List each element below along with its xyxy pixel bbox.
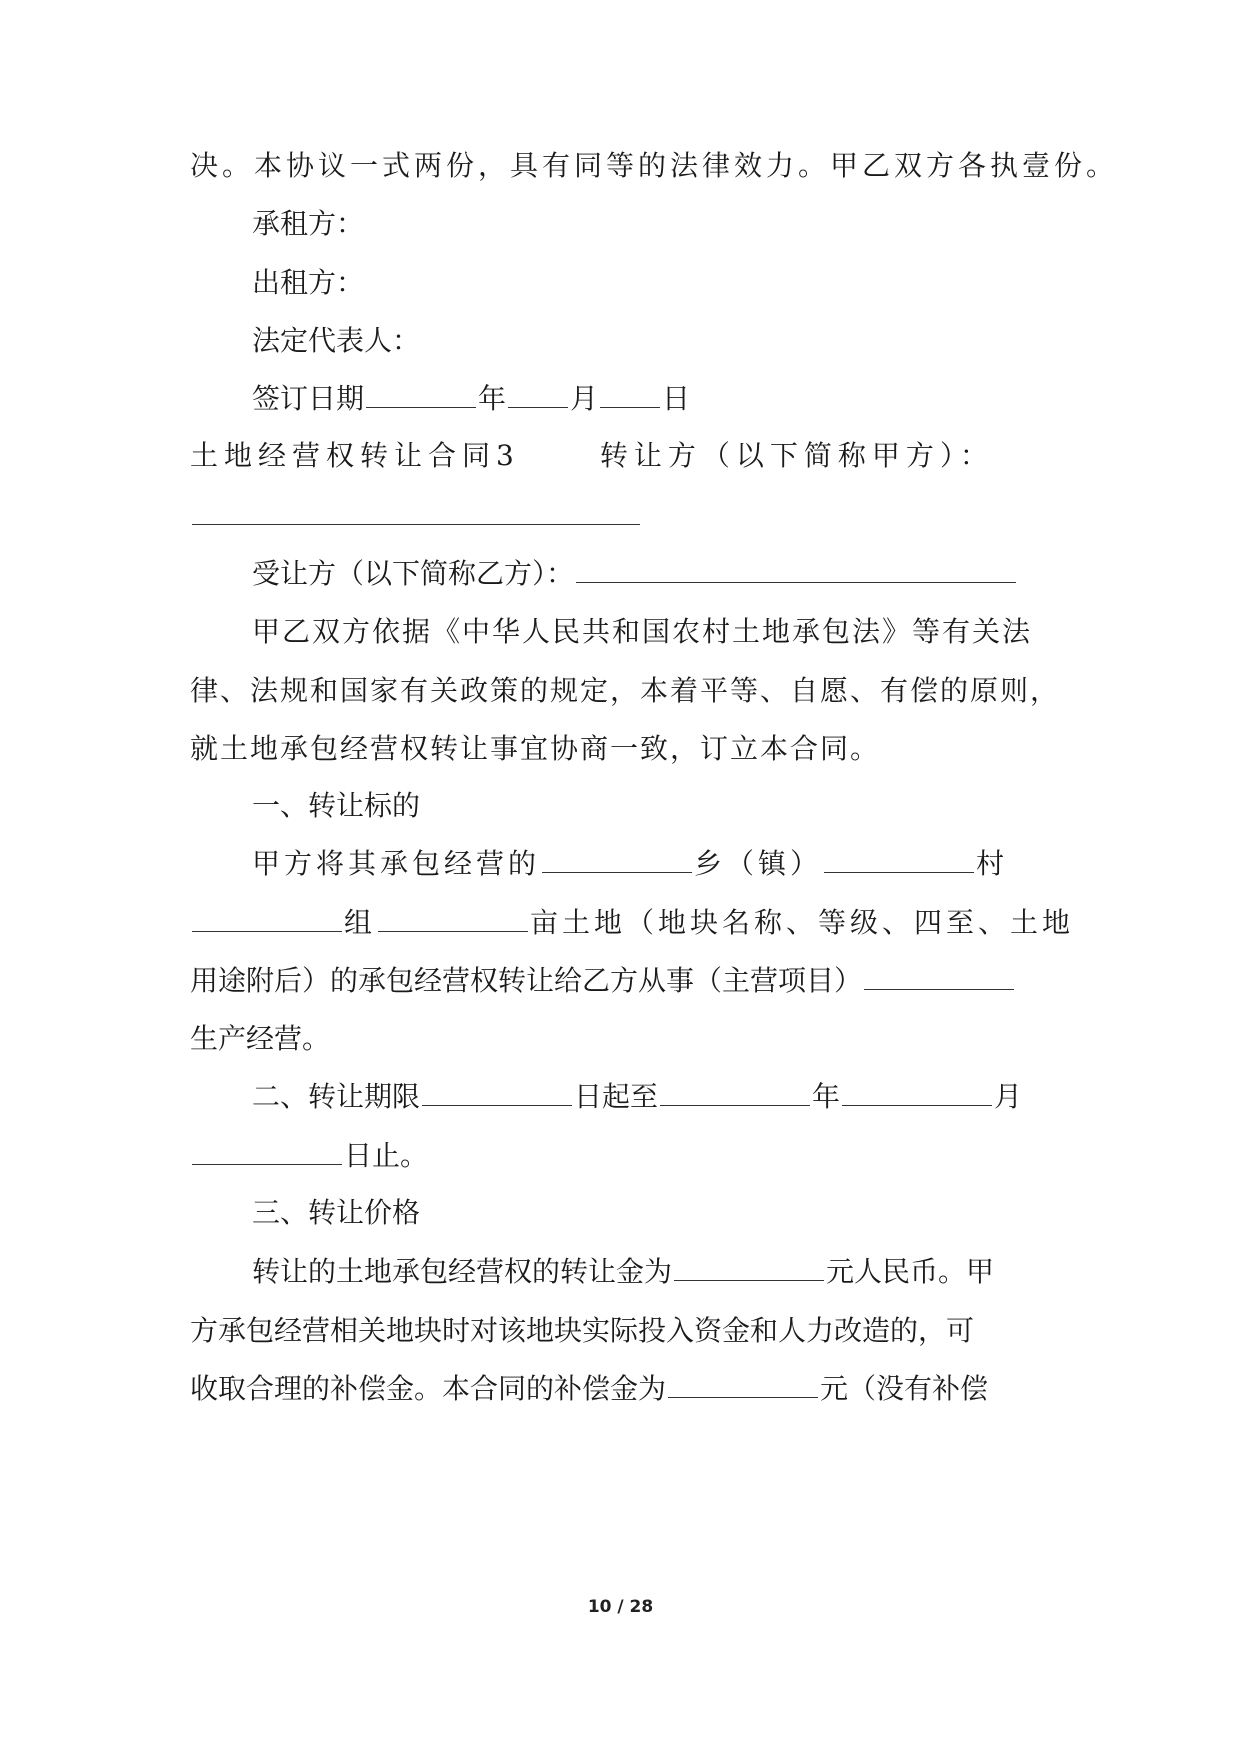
- transferee-line: [252, 554, 1018, 594]
- text-span: 甲方将其承包经营的: [252, 847, 541, 880]
- page-number: 10 / 28: [587, 1597, 654, 1617]
- subject-line-1: [252, 844, 1008, 884]
- blank-field: [542, 846, 692, 873]
- blank-field: [668, 1371, 818, 1398]
- text-span: 元人民币。甲: [826, 1255, 995, 1288]
- blank-field: [366, 381, 476, 408]
- blank-field: [660, 1079, 810, 1106]
- text-span: 亩土地（地块名称、等级、四至、土地: [530, 906, 1075, 939]
- blank-field: [508, 381, 568, 408]
- text-line: 方承包经营相关地块时对该地块实际投入资金和人力改造的，可: [190, 1314, 975, 1347]
- text-line: 决。本协议一式两份，具有同等的法律效力。甲乙双方各执壹份。: [190, 149, 1119, 182]
- subject-line-4: 生产经营。: [190, 1022, 331, 1055]
- text-span: 用途附后）的承包经营权转让给乙方从事（主营项目）: [190, 964, 863, 997]
- transferor-label: 转让方（以下简称甲方）：: [599, 439, 994, 472]
- contract-title: 土地经营权转让合同3: [190, 439, 520, 472]
- blank-field: [422, 1079, 572, 1106]
- blank-field: [864, 963, 1014, 990]
- term-line-1: [252, 1077, 1022, 1117]
- blank-field: [192, 498, 640, 525]
- text-span: 乡（镇）: [694, 847, 823, 880]
- text-span: 组: [344, 906, 377, 939]
- price-line-3: [190, 1369, 988, 1409]
- text-span: 月: [994, 1080, 1023, 1113]
- blank-field: [674, 1254, 824, 1281]
- sign-date-year: 年: [478, 382, 507, 415]
- lessor-label: 出租方：: [252, 266, 365, 299]
- price-line-1: [252, 1252, 994, 1292]
- subject-line-2: [190, 903, 1074, 943]
- blank-field: [600, 381, 660, 408]
- text-line: 甲乙双方依据《中华人民共和国农村土地承包法》等有关法: [252, 615, 1033, 648]
- sign-date-day: 日: [662, 382, 691, 415]
- transferor-blank-line: [190, 496, 642, 536]
- blank-field: [192, 1138, 342, 1165]
- text-span: 村: [976, 847, 1009, 880]
- transferee-label: 受让方（以下简称乙方）：: [252, 557, 575, 590]
- subject-line-3: [190, 961, 1016, 1001]
- blank-field: [824, 846, 974, 873]
- text-span: 年: [812, 1080, 841, 1113]
- text-line: 律、法规和国家有关政策的规定，本着平等、自愿、有偿的原则，: [190, 674, 1061, 707]
- sign-date-label: 签订日期: [252, 382, 365, 415]
- sign-date-month: 月: [570, 382, 599, 415]
- text-span: 收取合理的补偿金。本合同的补偿金为: [190, 1372, 667, 1405]
- section-heading: 三、转让价格: [252, 1196, 421, 1229]
- legal-rep-label: 法定代表人：: [252, 324, 421, 357]
- blank-field: [842, 1079, 992, 1106]
- text-span: 日止。: [344, 1139, 429, 1172]
- contract3-heading-line: [190, 436, 994, 476]
- text-span: 转让的土地承包经营权的转让金为: [252, 1255, 673, 1288]
- term-line-2: [190, 1136, 428, 1176]
- text-span: 元（没有补偿: [820, 1372, 989, 1405]
- blank-field: [192, 905, 342, 932]
- blank-field: [378, 905, 528, 932]
- section-heading: 一、转让标的: [252, 789, 421, 822]
- lessee-label: 承租方：: [252, 207, 365, 240]
- sign-date-line: [252, 379, 690, 419]
- text-span: 日起至: [574, 1080, 659, 1113]
- text-span: 二、转让期限: [252, 1080, 421, 1113]
- blank-field: [576, 556, 1016, 583]
- text-line: 就土地承包经营权转让事宜协商一致，订立本合同。: [190, 732, 881, 765]
